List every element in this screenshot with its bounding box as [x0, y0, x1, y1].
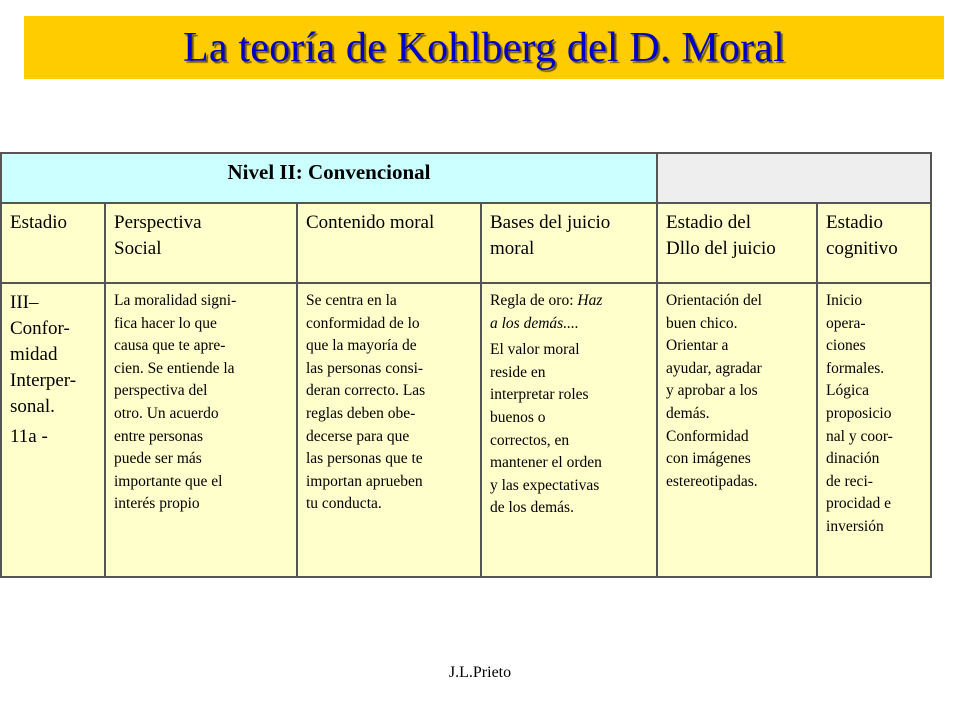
stage-name: III– Confor- midad Interper- sonal.	[10, 292, 77, 417]
level-heading: Nivel II: Convencional	[1, 153, 657, 203]
cell-estadio	[1, 283, 105, 577]
header-estadio: Estadio	[1, 203, 105, 283]
cell-cognitivo: Inicio opera- ciones formales. Lógica proposicio nal y coor- dinación de reci- procidad e inversión	[817, 283, 931, 577]
level-empty-cell	[657, 153, 931, 203]
cell-dllo: Orientación del buen chico. Orientar a ayudar, agradar y aprobar a los demás. Conformidad con imágenes estereotipadas.	[657, 283, 817, 577]
kohlberg-table	[0, 152, 932, 578]
header-contenido: Contenido moral	[297, 203, 481, 283]
bases-moral-value: El valor moral reside en interpretar roles buenos o correctos, en mantener el orden y las expectativas de los demás.	[490, 341, 602, 517]
cell-perspectiva: La moralidad signi- fica hacer lo que causa que te apre- cien. Se entiende la perspectiva del otro. Un acuerdo entre personas puede ser más importante que el interés propio	[105, 283, 297, 577]
header-bases: Bases del juicio moral	[481, 203, 657, 283]
stage-row	[1, 283, 931, 577]
header-dllo: Estadio del Dllo del juicio	[657, 203, 817, 283]
cell-bases	[481, 283, 657, 577]
header-cognitivo: Estadio cognitivo	[817, 203, 931, 283]
bases-golden-rule	[490, 290, 648, 335]
stage-age: 11a -	[10, 426, 48, 447]
bases-golden-rule-quote: Haz a los demás....	[490, 292, 603, 332]
cell-contenido: Se centra en la conformidad de lo que la mayoría de las personas consi- deran correcto. Las reglas deben obe- decerse para que las personas que te importan aprueben tu conducta.	[297, 283, 481, 577]
bases-golden-rule-label: Regla de oro:	[490, 292, 578, 309]
slide-title: La teoría de Kohlberg del D. Moral	[183, 24, 785, 71]
header-perspectiva: Perspectiva Social	[105, 203, 297, 283]
footer-author: J.L.Prieto	[448, 664, 512, 681]
title-bar	[24, 16, 944, 79]
header-row	[1, 203, 931, 283]
level-row	[1, 153, 931, 203]
